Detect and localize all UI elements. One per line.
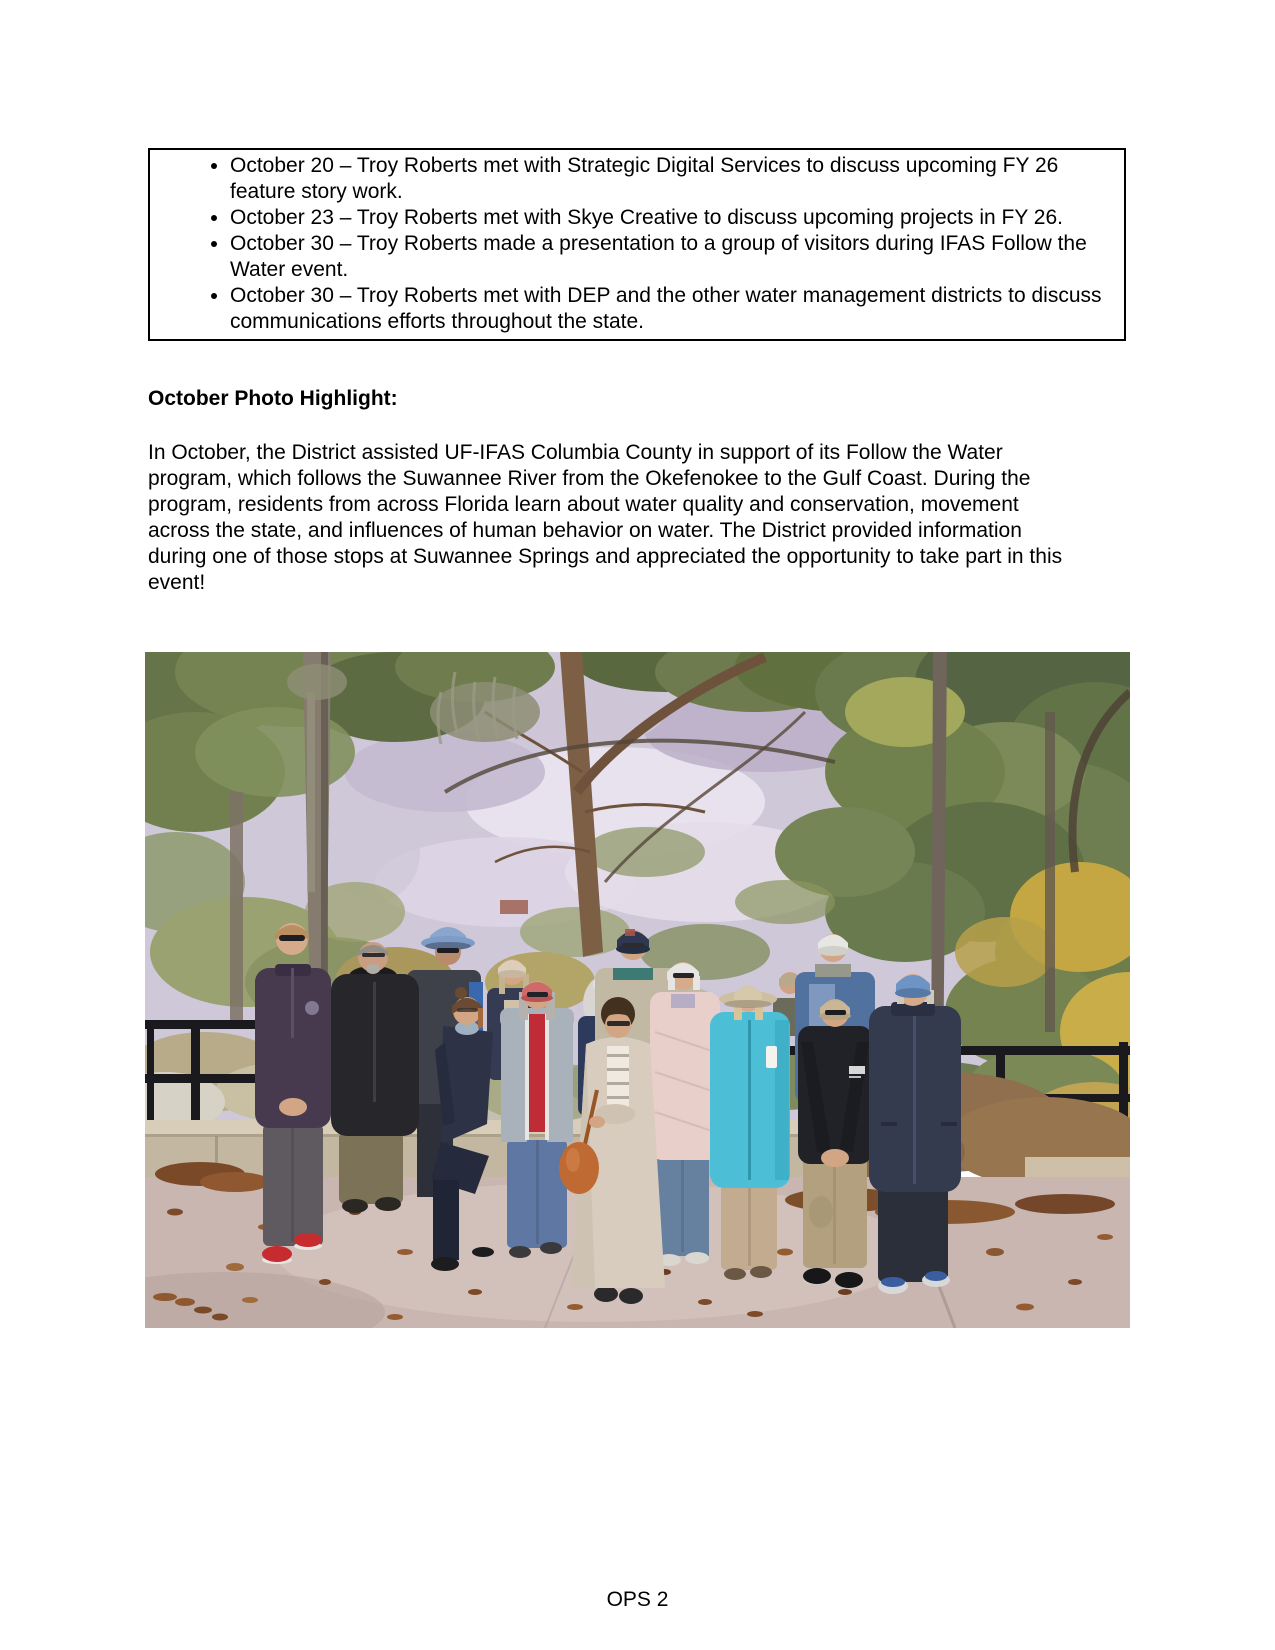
person-coral-cap-woman <box>500 981 574 1258</box>
person-blue-cap-man <box>869 974 961 1294</box>
list-item: • October 30 – Troy Roberts met with DEP and the other water management districts to discuss communications efforts throughout the state. <box>230 283 1110 335</box>
list-item: • October 20 – Troy Roberts met with Strategic Digital Services to discuss upcoming FY 26 feature story work. <box>230 153 1110 205</box>
person-black-jacket-woman <box>798 999 872 1289</box>
page-footer: OPS 2 <box>606 1588 669 1611</box>
person-plum-jacket-man <box>255 923 331 1264</box>
list-item: • October 30 – Troy Roberts made a presentation to a group of visitors during IFAS Follow the Water event. <box>230 231 1110 283</box>
october-photo <box>145 652 1130 1328</box>
list-item: • October 23 – Troy Roberts met with Skye Creative to discuss upcoming projects in FY 26. <box>230 205 1110 231</box>
body-paragraph: In October, the District assisted UF-IFAS Columbia County in support of its Follow the Water program, which follows the Suwannee River from the Okefenokee to the Gulf Coast. During the program, residents from across Florida learn about water quality and conservation, movement across the state, and influences of human behavior on water. The District provided information during one of those stops at Suwannee Springs and appreciated the opportunity to take part in this event! <box>148 441 1063 594</box>
activity-list <box>150 150 1124 339</box>
activity-bullet-box <box>148 148 1126 341</box>
section-heading: October Photo Highlight: <box>148 387 398 410</box>
